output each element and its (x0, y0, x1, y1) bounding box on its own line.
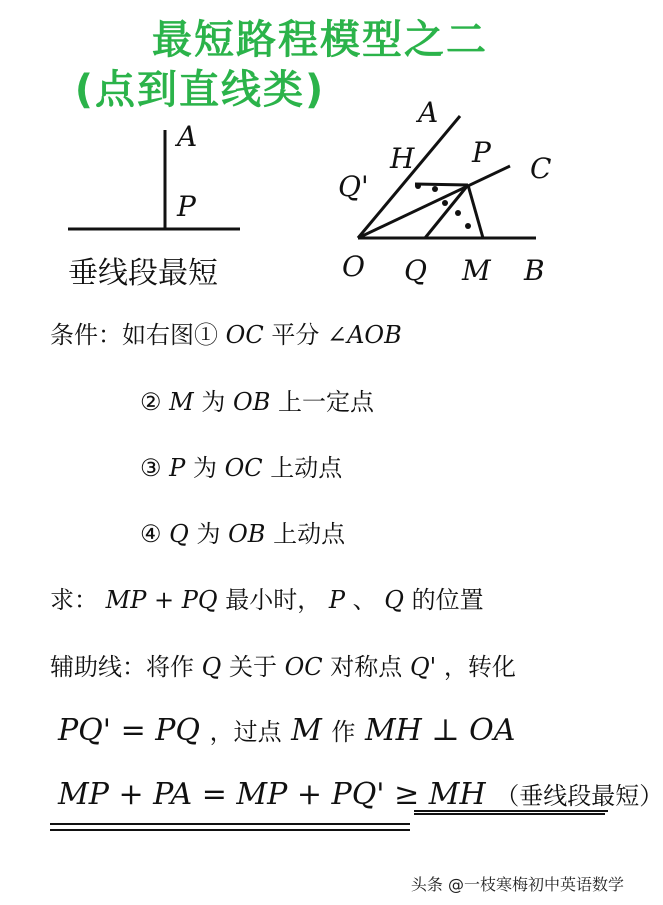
right-label-Qprime: Q' (338, 170, 369, 203)
c2-seg: OB (233, 388, 271, 416)
question-q: Q (384, 586, 404, 614)
conditions-prefix: 条件：如右图① (50, 321, 218, 349)
double-underline (50, 822, 610, 834)
aux-mid1: 关于 (228, 653, 277, 681)
left-figure (60, 125, 250, 240)
title-line-2: (点到直线类) (74, 67, 326, 113)
watermark: 头条 @一枝寒梅初中英语数学 (410, 875, 624, 894)
c1-text: 平分 (271, 321, 320, 349)
aux-oc: OC (284, 653, 323, 681)
c1-angle: ∠AOB (326, 321, 402, 349)
c2-num: ② (140, 388, 162, 416)
question-sep: 、 (352, 586, 377, 614)
aux-prefix: 辅助线：将作 (50, 653, 194, 681)
c1-oc: OC (225, 321, 264, 349)
aux-mid2: 对称点 (330, 653, 403, 681)
note-underline (414, 808, 610, 814)
right-label-A: A (418, 96, 439, 129)
right-label-B: B (524, 254, 545, 287)
question-mid: 最小时， (225, 586, 322, 614)
condition-3 (140, 448, 342, 483)
c4-mid: 为 (196, 520, 221, 548)
question-end: 的位置 (411, 586, 484, 614)
left-caption: 垂线段最短 (68, 256, 218, 291)
c4-num: ④ (140, 520, 162, 548)
c4-end: 上动点 (273, 520, 346, 548)
c2-mid: 为 (201, 388, 226, 416)
eq1-m: M (291, 713, 322, 748)
c3-var: P (169, 454, 186, 482)
right-figure (340, 100, 560, 260)
eq2-note: （垂线段最短） (495, 782, 663, 810)
question-prefix: 求： (50, 586, 98, 614)
c4-var: Q (169, 520, 189, 548)
condition-4 (140, 514, 345, 549)
c3-seg: OC (224, 454, 263, 482)
right-label-O: O (342, 250, 365, 283)
right-label-P: P (472, 136, 491, 169)
left-label-A: A (177, 120, 198, 153)
eq1-perp: MH ⊥ OA (364, 713, 516, 748)
c2-var: M (169, 388, 194, 416)
c3-num: ③ (140, 454, 162, 482)
c3-end: 上动点 (270, 454, 343, 482)
equation-2 (58, 776, 663, 812)
c2-end: 上一定点 (277, 388, 374, 416)
aux-q: Q (201, 653, 222, 681)
equation-1 (58, 712, 515, 748)
aux-qp: Q' (409, 653, 437, 681)
eq1-zuo: 作 (331, 718, 356, 746)
eq2-expr: MP + PA = MP + PQ' ≥ MH (58, 777, 486, 812)
right-label-Q: Q (404, 254, 427, 287)
condition-2 (140, 382, 374, 417)
aux-line (50, 647, 516, 682)
right-label-H: H (390, 142, 415, 175)
eq1-expr: PQ' = PQ (58, 713, 201, 748)
condition-1 (50, 315, 402, 350)
question-p: P (328, 586, 345, 614)
left-label-P: P (177, 190, 196, 223)
question-line (50, 580, 484, 615)
right-label-M: M (462, 254, 491, 287)
aux-end: ，转化 (443, 653, 516, 681)
c4-seg: OB (228, 520, 266, 548)
title-line-1: 最短路程模型之二 (152, 17, 488, 63)
right-label-C: C (530, 152, 552, 185)
question-expr: MP + PQ (105, 586, 218, 614)
c3-mid: 为 (192, 454, 217, 482)
eq1-mid: ，过点 (209, 718, 282, 746)
